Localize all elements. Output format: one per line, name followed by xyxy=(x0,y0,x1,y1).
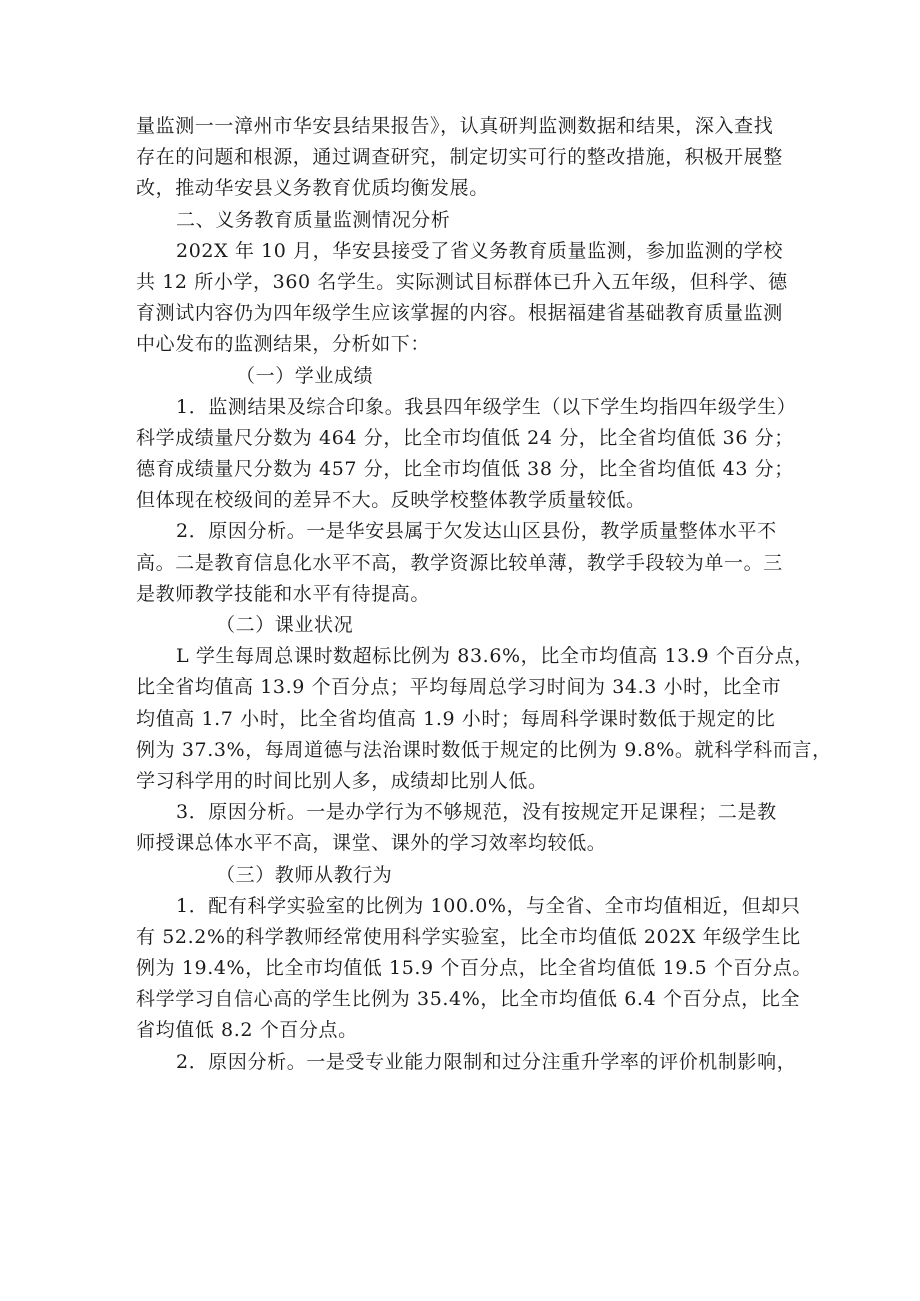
paragraph-line: 3．原因分析。一是办学行为不够规范，没有按规定开足课程；二是教 xyxy=(176,801,777,824)
paragraph-line: 是教师教学技能和水平有待提高。 xyxy=(136,582,431,605)
paragraph-line: 1．配有科学实验室的比例为 100.0%，与全省、全市均值相近，但却只 xyxy=(176,894,801,917)
paragraph-line: 共 12 所小学，360 名学生。实际测试目标群体已升入五年级，但科学、德 xyxy=(136,270,788,293)
paragraph-line: 例为 37.3%，每周道德与法治课时数低于规定的比例为 9.8%。就科学科而言， xyxy=(136,738,832,761)
paragraph-line: 师授课总体水平不高，课堂、课外的学习效率均较低。 xyxy=(136,832,607,855)
paragraph-line: 省均值低 8.2 个百分点。 xyxy=(136,1019,358,1042)
subsection-heading: （二）课业状况 xyxy=(216,614,354,636)
paragraph-line: 科学成绩量尺分数为 464 分，比全市均值低 24 分，比全省均值低 36 分； xyxy=(136,426,794,449)
subsection-heading: （一）学业成绩 xyxy=(236,364,374,387)
paragraph-line: 2．原因分析。一是华安县属于欠发达山区县份，教学质量整体水平不 xyxy=(176,520,777,543)
paragraph-line: 2．原因分析。一是受专业能力限制和过分注重升学率的评价机制影响， xyxy=(176,1050,797,1073)
paragraph-line: 量监测一一漳州市华安县结果报告》，认真研判监测数据和结果，深入查找 xyxy=(136,115,774,137)
paragraph-line: 比全省均值高 13.9 个百分点；平均每周总学习时间为 34.3 小时，比全市 xyxy=(136,676,782,699)
subsection-heading: （三）教师从教行为 xyxy=(216,863,393,886)
paragraph-line: 有 52.2%的科学教师经常使用科学实验室，比全市均值低 202X 年级学生比 xyxy=(136,925,801,948)
paragraph-line: 202X 年 10 月，华安县接受了省义务教育质量监测，参加监测的学校 xyxy=(176,239,784,262)
paragraph-line: 学习科学用的时间比别人多，成绩却比别人低。 xyxy=(136,769,548,792)
paragraph-line: 中心发布的监测结果，分析如下： xyxy=(136,333,431,356)
paragraph-line: 存在的问题和根源，通过调查研究，制定切实可行的整改措施，积极开展整 xyxy=(136,146,783,169)
paragraph-line: 改，推动华安县义务教育优质均衡发展。 xyxy=(136,177,489,200)
document-body xyxy=(136,111,832,1078)
paragraph-line: 科学学习自信心高的学生比例为 35.4%，比全市均值低 6.4 个百分点，比全 xyxy=(136,988,801,1011)
paragraph-line: 例为 19.4%，比全市均值低 15.9 个百分点，比全省均值低 19.5 个百分点。 xyxy=(136,957,812,980)
paragraph-line: 高。二是教育信息化水平不高，教学资源比较单薄，教学手段较为单一。三 xyxy=(136,551,783,574)
paragraph-line: 德育成绩量尺分数为 457 分，比全市均值低 38 分，比全省均值低 43 分； xyxy=(136,458,794,481)
paragraph-line: 育测试内容仍为四年级学生应该掌握的内容。根据福建省基础教育质量监测 xyxy=(136,302,783,325)
paragraph-line: 1．监测结果及综合印象。我县四年级学生（以下学生均指四年级学生） xyxy=(176,395,797,418)
paragraph-line: L 学生每周总课时数超标比例为 83.6%，比全市均值高 13.9 个百分点， xyxy=(176,645,814,668)
section-heading: 二、义务教育质量监测情况分析 xyxy=(176,208,451,231)
paragraph-line: 均值高 1.7 小时，比全省均值高 1.9 小时；每周科学课时数低于规定的比 xyxy=(136,707,776,730)
paragraph-line: 但体现在校级间的差异不大。反映学校整体教学质量较低。 xyxy=(136,489,646,512)
